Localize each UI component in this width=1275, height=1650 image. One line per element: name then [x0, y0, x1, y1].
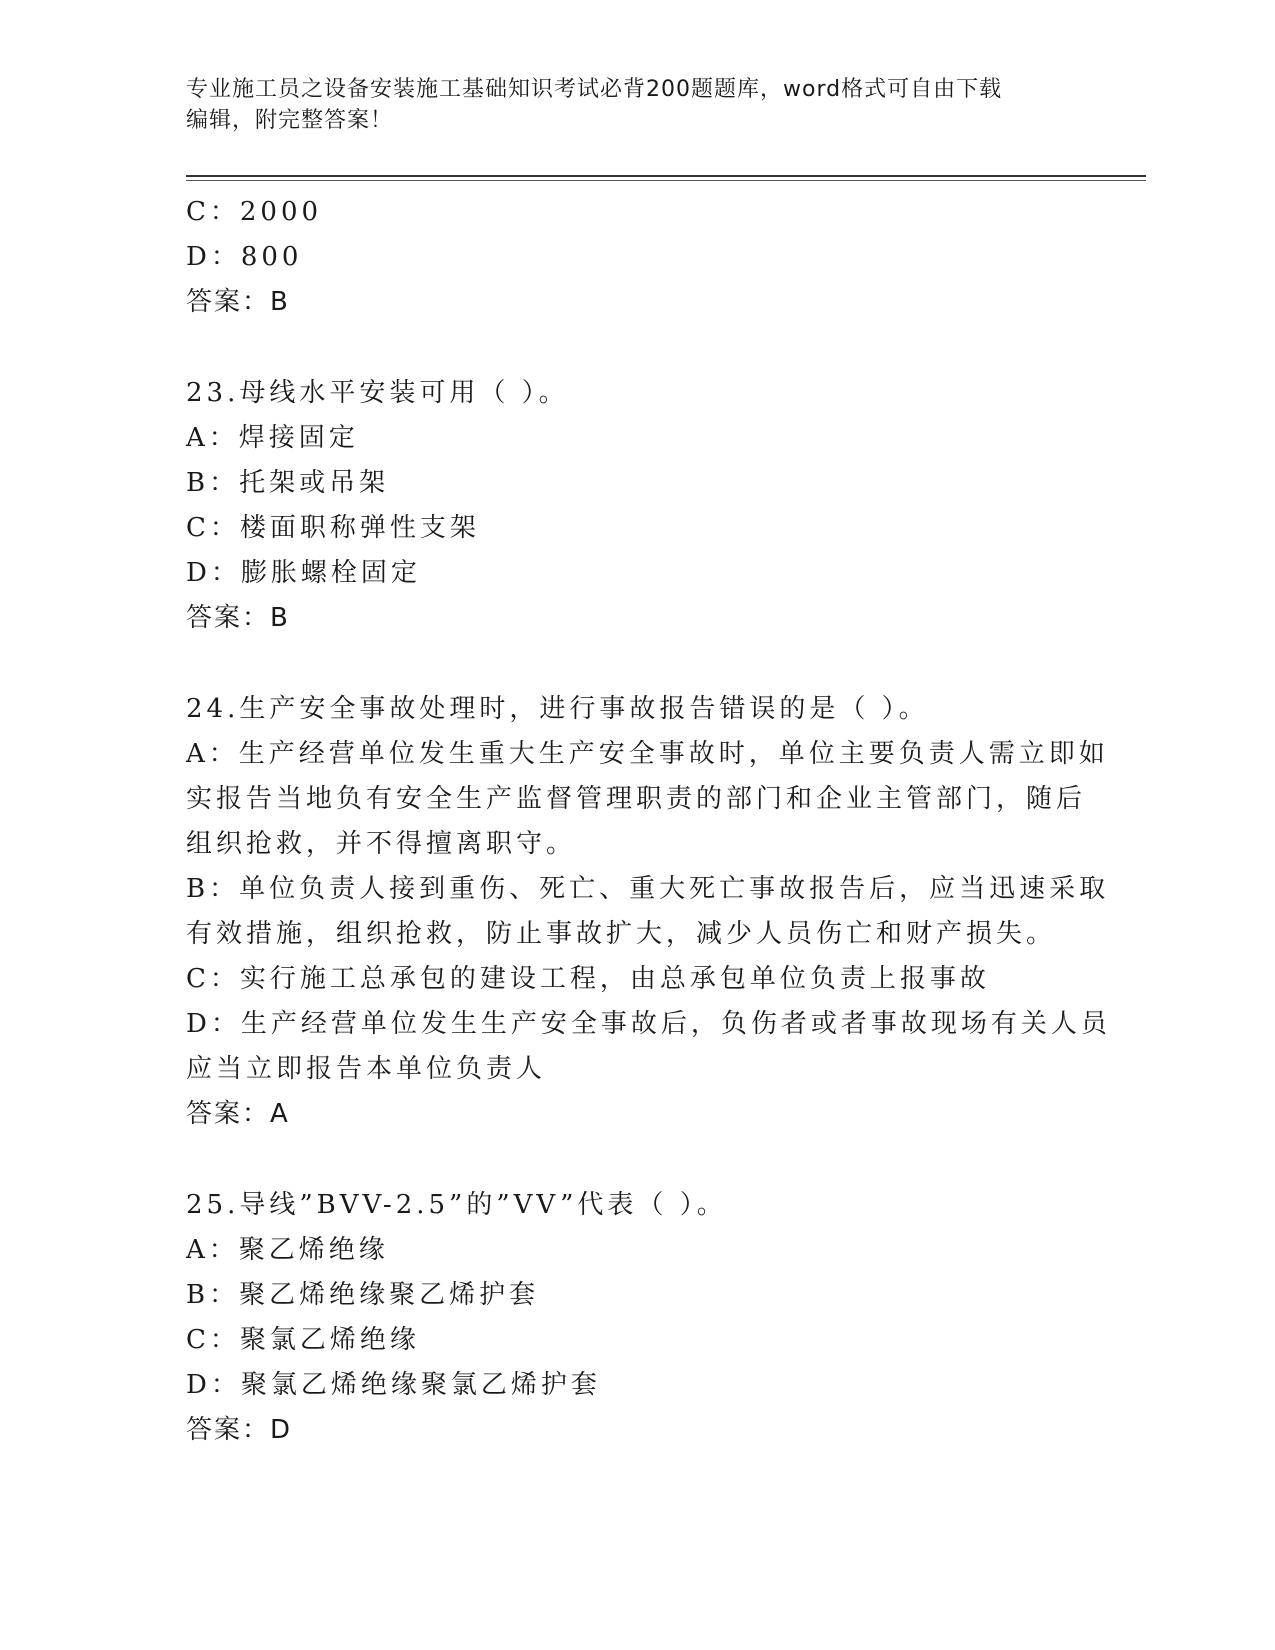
option-b: B：单位负责人接到重伤、死亡、重大死亡事故报告后，应当迅速采取: [186, 874, 1110, 904]
spacer: [186, 1137, 1086, 1183]
document-body: [186, 190, 1111, 1453]
option-a: A：生产经营单位发生重大生产安全事故时，单位主要负责人需立即如: [186, 739, 1109, 769]
option-b-continued: 有效措施，组织抢救，防止事故扩大，减少人员伤亡和财产损失。: [186, 919, 1057, 949]
option-b: B：托架或吊架: [186, 468, 390, 498]
question-stem: 24.生产安全事故处理时，进行事故报告错误的是（ ）。: [186, 694, 929, 724]
answer-line: 答案：D: [186, 1415, 293, 1445]
question-22-tail: [186, 190, 1086, 325]
spacer: [186, 325, 1086, 371]
option-c: C：楼面职称弹性支架: [186, 513, 480, 543]
option-d-continued: 应当立即报告本单位负责人: [186, 1054, 547, 1084]
option-d: D：聚氯乙烯绝缘聚氯乙烯护套: [186, 1370, 601, 1400]
question-24: [186, 687, 1111, 1137]
answer-line: 答案：B: [186, 603, 290, 633]
option-d: D：膨胀螺栓固定: [186, 558, 421, 588]
spacer: [186, 641, 1086, 687]
header-divider-thin: [186, 180, 1146, 181]
option-a: A：聚乙烯绝缘: [186, 1235, 389, 1265]
header-title-line1: 专业施工员之设备安装施工基础知识考试必背200题题库，word格式可自由下载: [186, 77, 1003, 102]
header-title-line2: 编辑，附完整答案！: [186, 108, 394, 133]
answer-line: 答案：A: [186, 1099, 290, 1129]
question-23: [186, 371, 1086, 641]
option-c: C：2000: [186, 197, 323, 227]
option-c: C：实行施工总承包的建设工程，由总承包单位负责上报事故: [186, 964, 990, 994]
question-25: [186, 1183, 1086, 1453]
document-header: [186, 74, 1086, 136]
option-a-continued: 实报告当地负有安全生产监督管理职责的部门和企业主管部门，随后: [186, 784, 1087, 814]
question-stem: 25.导线”BVV-2.5”的”VV”代表（ ）。: [186, 1190, 727, 1220]
option-b: B：聚乙烯绝缘聚乙烯护套: [186, 1280, 540, 1310]
answer-line: 答案：B: [186, 287, 290, 317]
option-a: A：焊接固定: [186, 423, 359, 453]
question-stem: 23.母线水平安装可用（ ）。: [186, 378, 569, 408]
header-divider: [186, 175, 1146, 177]
option-d: D：800: [186, 242, 303, 272]
option-c: C：聚氯乙烯绝缘: [186, 1325, 420, 1355]
option-d: D：生产经营单位发生生产安全事故后，负伤者或者事故现场有关人员: [186, 1009, 1111, 1039]
option-a-continued: 组织抢救，并不得擅离职守。: [186, 829, 577, 859]
